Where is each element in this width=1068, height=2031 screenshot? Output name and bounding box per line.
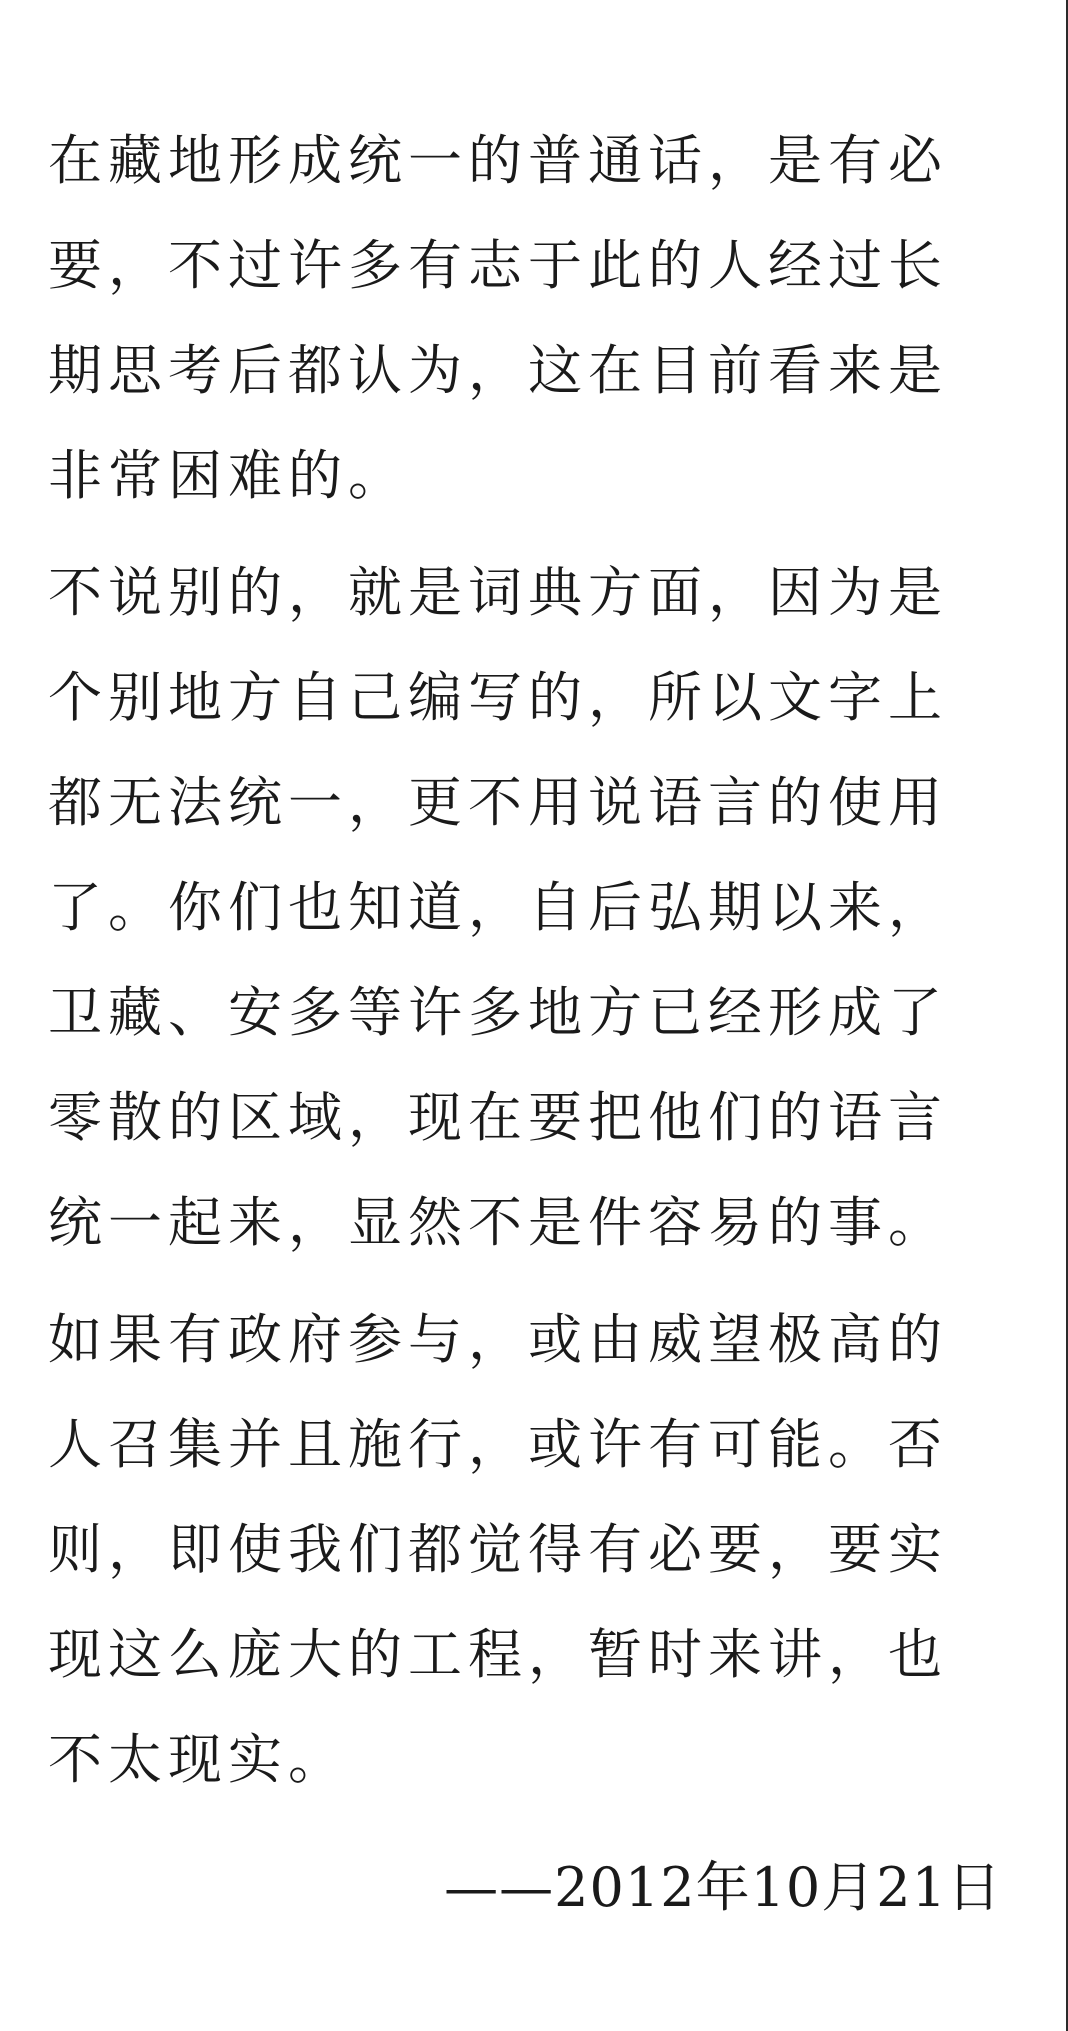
text-line: 个别地方自己编写的，所以文字上 — [48, 666, 948, 729]
text-line: 要，不过许多有志于此的人经过长 — [48, 234, 948, 297]
document-body — [48, 108, 1020, 1824]
text-line: 现这么庞大的工程，暂时来讲，也 — [48, 1623, 948, 1686]
paragraph-2 — [48, 540, 1020, 1275]
paragraph-3 — [48, 1287, 1020, 1812]
text-line: 统一起来，显然不是件容易的事。 — [48, 1191, 948, 1254]
text-line: 零散的区域，现在要把他们的语言 — [48, 1086, 948, 1149]
text-line: 了。你们也知道，自后弘期以来， — [48, 876, 948, 939]
date-signature: ——2012年10月21日 — [444, 1856, 1002, 1919]
text-line: 在藏地形成统一的普通话，是有必 — [48, 129, 948, 192]
text-line: 人召集并且施行，或许有可能。否 — [48, 1413, 948, 1476]
text-line: 如果有政府参与，或由威望极高的 — [48, 1308, 948, 1371]
text-line: 期思考后都认为，这在目前看来是 — [48, 339, 948, 402]
text-line: 非常困难的。 — [48, 444, 408, 507]
text-line: 都无法统一，更不用说语言的使用 — [48, 771, 948, 834]
text-line: 不说别的，就是词典方面，因为是 — [48, 561, 948, 624]
text-line: 不太现实。 — [48, 1728, 348, 1791]
text-line: 卫藏、安多等许多地方已经形成了 — [48, 981, 948, 1044]
text-line: 则，即使我们都觉得有必要，要实 — [48, 1518, 948, 1581]
paragraph-1 — [48, 108, 1020, 528]
